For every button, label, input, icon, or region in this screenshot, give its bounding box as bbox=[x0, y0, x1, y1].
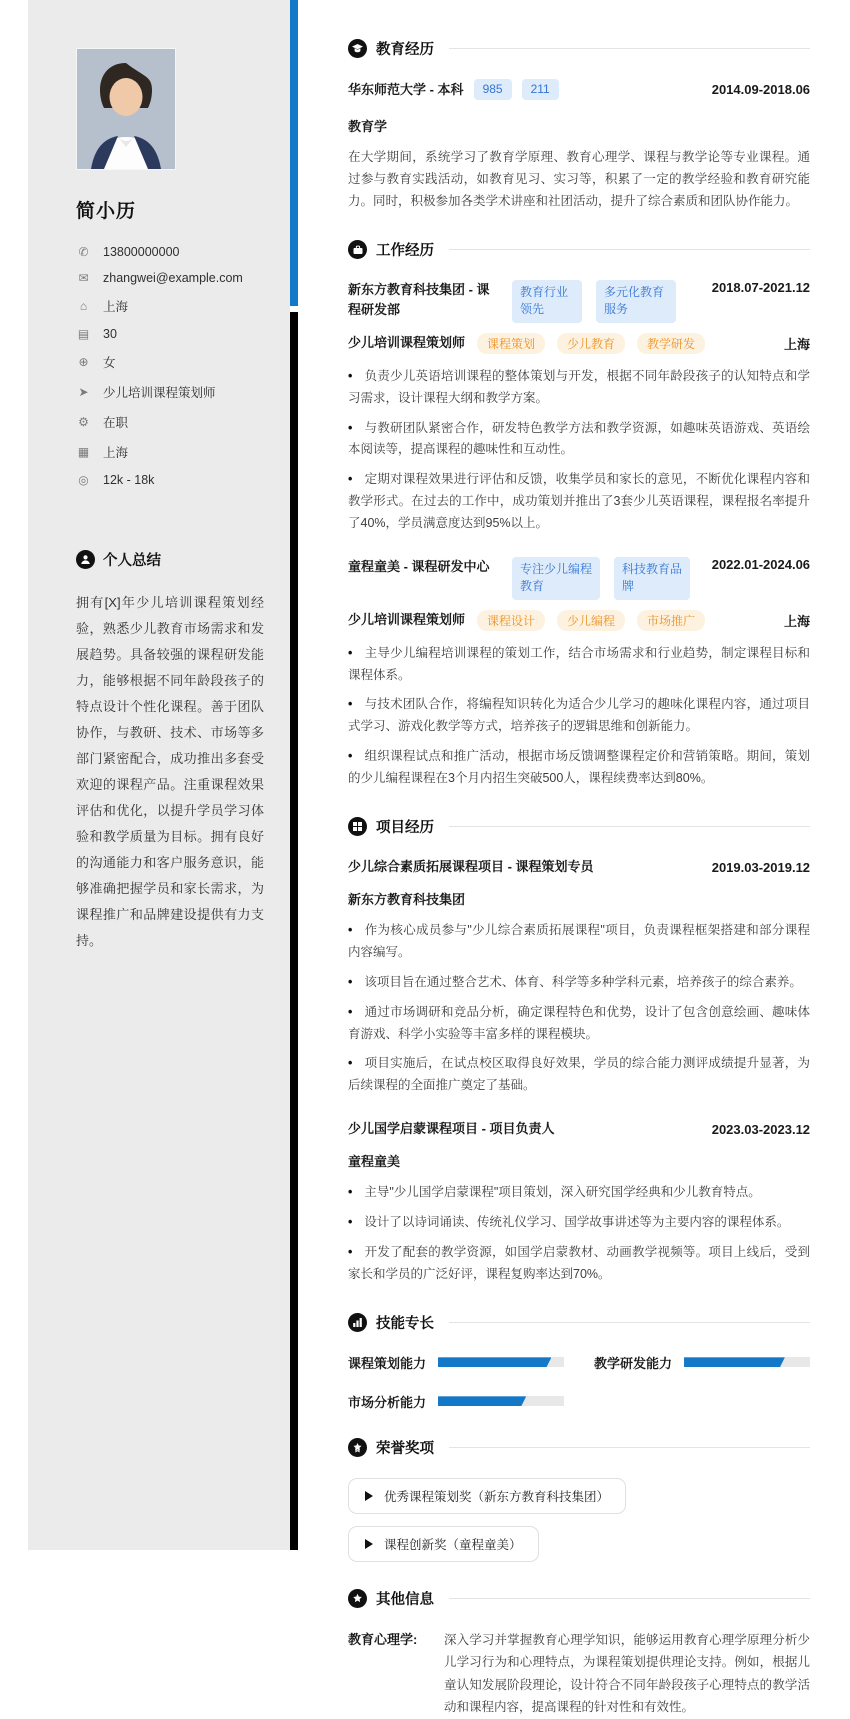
project-1-bullet: • 项目实施后，在试点校区取得良好效果，学员的综合能力测评成绩提升显著，为后续课程的全面推广奠定了基础。 bbox=[348, 1056, 811, 1093]
job-2-company: 童程童美 - 课程研发中心 bbox=[348, 558, 490, 574]
work-header bbox=[348, 239, 810, 260]
bullet-dot-icon: • bbox=[348, 697, 353, 712]
project-1-bullet: • 通过市场调研和竞品分析，确定课程特色和优势，设计了包含创意绘画、趣味体育游戏、科学小实验等丰富多样的课程模块。 bbox=[348, 1004, 811, 1041]
award-item-2 bbox=[348, 1526, 539, 1562]
section-awards bbox=[348, 1437, 810, 1562]
project-2-name: 少儿国学启蒙课程项目 - 项目负责人 bbox=[348, 1121, 555, 1137]
education-entry-header bbox=[348, 79, 810, 100]
bullet-dot-icon: • bbox=[348, 1056, 353, 1071]
contact-age bbox=[76, 327, 264, 341]
job-2-date: 2022.01-2024.06 bbox=[711, 556, 811, 572]
company-tag: 科技教育品牌 bbox=[614, 557, 690, 600]
role-tag: 少儿编程 bbox=[557, 610, 625, 631]
job-1-role-row bbox=[348, 333, 810, 354]
contact-home-value: 上海 bbox=[103, 300, 129, 314]
contact-gender bbox=[76, 353, 264, 371]
project-2-bullet: • 开发了配套的教学资源，如国学启蒙教材、动画教学视频等。项目上线后，受到家长和学员的广泛好评，课程复购率达到70%。 bbox=[348, 1245, 811, 1281]
education-title: 教育经历 bbox=[376, 42, 434, 58]
section-divider bbox=[449, 1598, 810, 1599]
job-1-role-tags bbox=[477, 333, 705, 354]
contact-list bbox=[76, 245, 264, 487]
education-major: 教育学 bbox=[348, 119, 388, 135]
awards-header bbox=[348, 1437, 810, 1458]
bullet-dot-icon: • bbox=[348, 645, 353, 660]
resume-page bbox=[28, 0, 822, 1715]
job-2-bullet: • 组织课程试点和推广活动，根据市场反馈调整课程定价和营销策略。期间，策划的少儿编程课程在3个月内招生突破500人，课程续费率达到80%。 bbox=[348, 749, 811, 786]
school-tag-985: 985 bbox=[474, 79, 512, 100]
project-entry-1 bbox=[348, 857, 810, 1097]
contact-salary bbox=[76, 473, 264, 487]
skill-3-name: 市场分析能力 bbox=[348, 1394, 427, 1410]
job-2-company-tags bbox=[512, 557, 690, 600]
bullet-dot-icon: • bbox=[348, 923, 353, 938]
skills-grid bbox=[348, 1353, 810, 1411]
project-2-bullet: • 设计了以诗词诵读、传统礼仪学习、国学故事讲述等为主要内容的课程体系。 bbox=[348, 1215, 790, 1230]
company-icon: ▦ bbox=[77, 445, 90, 459]
sidebar bbox=[28, 0, 290, 1550]
candidate-name: 简小历 bbox=[76, 201, 137, 222]
section-skills bbox=[348, 1312, 810, 1411]
contact-email-value: zhangwei@example.com bbox=[103, 271, 243, 285]
education-icon bbox=[348, 39, 367, 58]
job-1-company-row bbox=[348, 280, 810, 323]
home-icon: ⌂ bbox=[79, 299, 88, 313]
other-title: 其他信息 bbox=[376, 1591, 434, 1608]
personal-summary-header bbox=[76, 549, 264, 570]
bullet-dot-icon: • bbox=[348, 974, 353, 989]
project-1-bullet: • 该项目旨在通过整合艺术、体育、科学等多种学科元素，培养孩子的综合素养。 bbox=[348, 974, 802, 989]
education-description: 在大学期间，系统学习了教育学原理、教育心理学、课程与教学论等专业课程。通过参与教育实践活动，如教育见习、实习等，积累了一定的教学经验和教育研究能力。同时，积极参加各类学术讲座和社团活动，提升了综合素质和团队协作能力。 bbox=[348, 150, 811, 209]
play-icon bbox=[365, 1539, 373, 1549]
skill-3-bar bbox=[438, 1396, 564, 1406]
job-2-location: 上海 bbox=[784, 613, 811, 629]
personal-summary-title: 个人总结 bbox=[103, 553, 161, 569]
project-2-date: 2023.03-2023.12 bbox=[711, 1121, 811, 1137]
contact-position-value: 少儿培训课程策划师 bbox=[103, 386, 216, 400]
job-entry-1 bbox=[348, 280, 810, 535]
job-2-role-tags bbox=[477, 610, 705, 631]
accent-stripe-black bbox=[290, 312, 298, 1550]
bullet-dot-icon: • bbox=[348, 368, 353, 383]
job-1-location: 上海 bbox=[784, 336, 811, 352]
play-icon bbox=[365, 1491, 373, 1501]
project-1-name: 少儿综合素质拓展课程项目 - 课程策划专员 bbox=[348, 858, 594, 874]
skill-3-bar-fill bbox=[438, 1396, 526, 1406]
job-2-bullet: • 与技术团队合作，将编程知识转化为适合少儿学习的趣味化课程内容，通过项目式学习、游戏化教学等方式，培养孩子的逻辑思维和创新能力。 bbox=[348, 697, 811, 734]
skill-item-2 bbox=[594, 1353, 810, 1372]
gender-icon: ⊕ bbox=[78, 355, 89, 369]
salary-icon: ◎ bbox=[78, 473, 89, 487]
education-header bbox=[348, 38, 810, 59]
person-icon bbox=[76, 550, 95, 569]
role-tag: 教学研发 bbox=[637, 333, 705, 354]
contact-age-value: 30 bbox=[103, 327, 117, 341]
school-name: 华东师范大学 - 本科 bbox=[348, 81, 464, 97]
briefcase-icon bbox=[348, 240, 367, 259]
job-2-role-row bbox=[348, 610, 810, 631]
skill-item-1 bbox=[348, 1353, 564, 1372]
job-2-bullet: • 主导少儿编程培训课程的策划工作，结合市场需求和行业趋势，制定课程目标和课程体系。 bbox=[348, 645, 811, 682]
accent-stripe-blue bbox=[290, 0, 298, 306]
skills-header bbox=[348, 1312, 810, 1333]
role-tag: 课程策划 bbox=[477, 333, 545, 354]
contact-status bbox=[76, 413, 264, 431]
bullet-dot-icon: • bbox=[348, 1185, 353, 1200]
email-icon: ✉ bbox=[78, 271, 89, 285]
personal-summary-text: 拥有[X]年少儿培训课程策划经验，熟悉少儿教育市场需求和发展趋势。具备较强的课程研发能力，能够根据不同年龄段孩子的特点设计个性化课程。善于团队协作，与教研、技术、市场等多部门紧密配合，成功推出多套受欢迎的课程产品。注重课程效果评估和优化，以提升学员学习体验和教学质量为目标。拥有良好的沟通能力和客户服务意识，能够准确把握学员和家长需求，为课程推广和品牌建设提供有力支持。 bbox=[76, 595, 264, 948]
medal-icon bbox=[348, 1438, 367, 1457]
project-1-date: 2019.03-2019.12 bbox=[711, 859, 811, 875]
projects-header bbox=[348, 816, 810, 837]
award-2-text: 课程创新奖（童程童美） bbox=[384, 1537, 522, 1552]
bullet-dot-icon: • bbox=[348, 749, 353, 764]
section-divider bbox=[449, 826, 810, 827]
job-1-bullet: • 定期对课程效果进行评估和反馈，收集学员和家长的意见，不断优化课程内容和教学形式。在过去的工作中，成功策划并推出了3套少儿英语课程，课程报名率提升了40%，学员满意度达到95%以上。 bbox=[348, 472, 811, 531]
role-tag: 市场推广 bbox=[637, 610, 705, 631]
contact-email bbox=[76, 271, 264, 285]
job-1-company: 新东方教育科技集团 - 课程研发部 bbox=[348, 282, 490, 318]
job-2-company-row bbox=[348, 557, 810, 600]
bar-chart-icon bbox=[348, 1313, 367, 1332]
project-entry-2 bbox=[348, 1119, 810, 1286]
project-2-bullet: • 主导"少儿国学启蒙课程"项目策划，深入研究国学经典和少儿教育特点。 bbox=[348, 1185, 761, 1200]
skill-1-bar-fill bbox=[438, 1357, 551, 1367]
contact-position bbox=[76, 383, 264, 401]
education-date: 2014.09-2018.06 bbox=[711, 82, 811, 98]
company-tag: 专注少儿编程教育 bbox=[512, 557, 600, 600]
bullet-dot-icon: • bbox=[348, 472, 353, 487]
section-other bbox=[348, 1588, 810, 1719]
section-divider bbox=[449, 249, 810, 250]
skill-2-bar-fill bbox=[684, 1357, 785, 1367]
skill-1-bar bbox=[438, 1357, 564, 1367]
contact-phone bbox=[76, 245, 264, 259]
section-divider bbox=[449, 48, 810, 49]
award-1-text: 优秀课程策划奖（新东方教育科技集团） bbox=[384, 1489, 610, 1504]
skill-1-name: 课程策划能力 bbox=[348, 1355, 427, 1371]
status-icon: ⚙ bbox=[78, 415, 89, 429]
bullet-dot-icon: • bbox=[348, 1004, 353, 1019]
section-projects bbox=[348, 816, 810, 1286]
award-item-1 bbox=[348, 1478, 626, 1514]
project-1-bullet: • 作为核心成员参与"少儿综合素质拓展课程"项目，负责课程框架搭建和部分课程内容编写。 bbox=[348, 923, 811, 959]
bullet-dot-icon: • bbox=[348, 420, 353, 435]
skill-item-3 bbox=[348, 1392, 564, 1411]
job-entry-2 bbox=[348, 557, 810, 790]
role-tag: 少儿教育 bbox=[557, 333, 625, 354]
age-icon: ▤ bbox=[77, 327, 90, 341]
job-1-bullet: • 负责少儿英语培训课程的整体策划与开发，根据不同年龄段孩子的认知特点和学习需求，设计课程大纲和教学方案。 bbox=[348, 368, 811, 405]
position-icon: ➤ bbox=[78, 385, 89, 399]
contact-company-city-value: 上海 bbox=[103, 446, 129, 460]
skill-2-bar bbox=[684, 1357, 810, 1367]
project-2-header bbox=[348, 1119, 810, 1139]
contact-salary-value: 12k - 18k bbox=[103, 473, 155, 487]
job-1-role: 少儿培训课程策划师 bbox=[348, 335, 466, 351]
company-tag: 多元化教育服务 bbox=[596, 280, 676, 323]
profile-photo bbox=[76, 48, 176, 170]
skills-title: 技能专长 bbox=[376, 1315, 434, 1332]
work-title: 工作经历 bbox=[376, 243, 434, 260]
awards-title: 荣誉奖项 bbox=[376, 1440, 434, 1457]
other-info-text: 深入学习并掌握教育心理学知识，能够运用教育心理学原理分析少儿学习行为和心理特点，为课程策划提供理论支持。例如，根据儿童认知发展阶段理论，设计符合不同年龄段孩子心理特点的教学活动和课程内容，提高课程的针对性和有效性。 bbox=[444, 1632, 811, 1715]
bullet-dot-icon: • bbox=[348, 1245, 353, 1260]
school-tag-211: 211 bbox=[522, 79, 559, 100]
role-tag: 课程设计 bbox=[477, 610, 545, 631]
skill-2-name: 教学研发能力 bbox=[594, 1355, 673, 1371]
other-header bbox=[348, 1588, 810, 1609]
project-1-org: 新东方教育科技集团 bbox=[348, 892, 466, 908]
job-2-role: 少儿培训课程策划师 bbox=[348, 612, 466, 628]
contact-home bbox=[76, 297, 264, 315]
personal-summary bbox=[76, 549, 264, 954]
projects-title: 项目经历 bbox=[376, 819, 434, 836]
job-1-date: 2018.07-2021.12 bbox=[711, 280, 811, 296]
section-education bbox=[348, 38, 810, 213]
contact-company-city bbox=[76, 443, 264, 461]
grid-icon bbox=[348, 817, 367, 836]
other-info-label: 教育心理学: bbox=[348, 1631, 418, 1647]
contact-phone-value: 13800000000 bbox=[103, 245, 180, 259]
bullet-dot-icon: • bbox=[348, 1215, 353, 1230]
section-divider bbox=[449, 1322, 810, 1323]
phone-icon: ✆ bbox=[78, 245, 89, 259]
contact-status-value: 在职 bbox=[103, 416, 129, 430]
star-icon bbox=[348, 1589, 367, 1608]
section-work bbox=[348, 239, 810, 790]
main-content bbox=[298, 0, 850, 1715]
project-1-header bbox=[348, 857, 810, 877]
job-1-bullet: • 与教研团队紧密合作，研发特色教学方法和教学资源，如趣味英语游戏、英语绘本阅读等，提高课程的趣味性和互动性。 bbox=[348, 420, 811, 457]
profile-photo-illustration bbox=[77, 49, 175, 169]
accent-stripe bbox=[290, 0, 298, 1550]
section-divider bbox=[449, 1447, 810, 1448]
company-tag: 教育行业领先 bbox=[512, 280, 582, 323]
contact-gender-value: 女 bbox=[103, 356, 116, 370]
other-info-row bbox=[348, 1629, 810, 1719]
project-2-org: 童程童美 bbox=[348, 1154, 401, 1170]
job-1-company-tags bbox=[512, 280, 676, 323]
awards-list bbox=[348, 1478, 810, 1562]
